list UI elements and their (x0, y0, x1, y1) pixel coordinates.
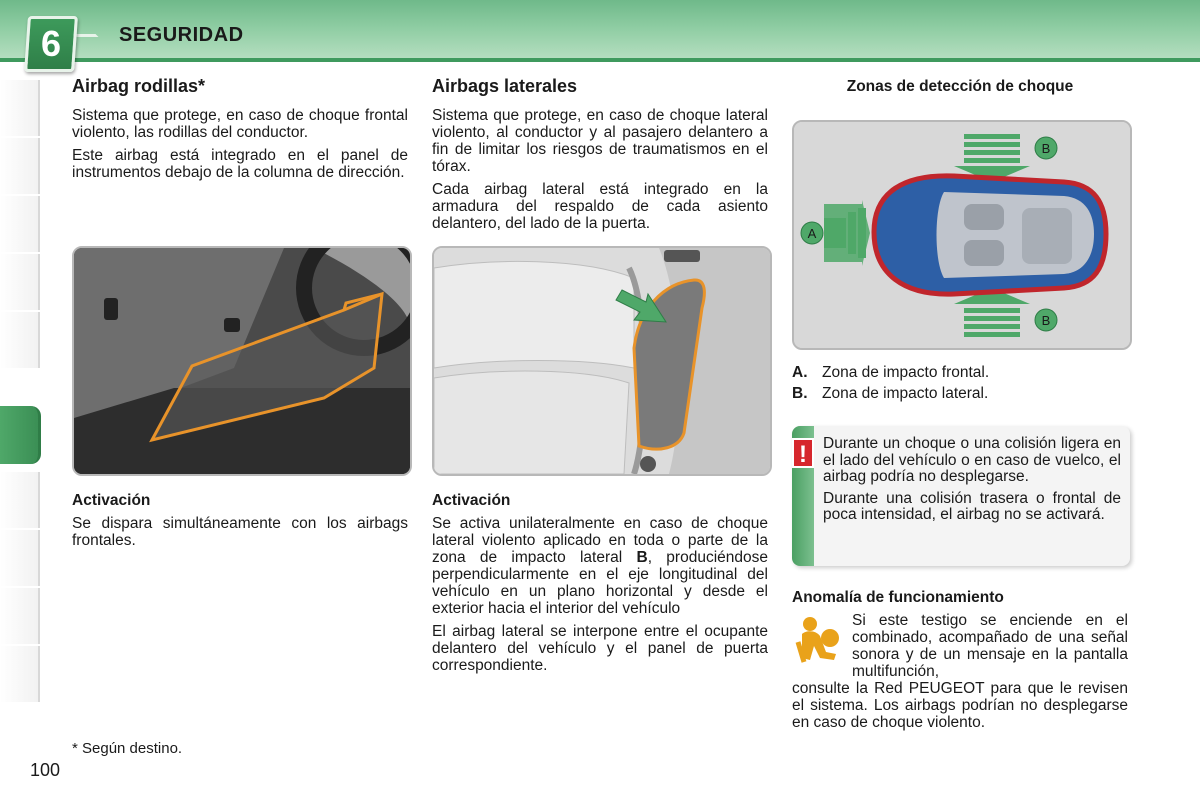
chapter-tab[interactable] (0, 472, 40, 528)
chapter-tab[interactable] (0, 254, 40, 310)
activation-text-part: Se activa unilateralmente en caso de choque lateral violento aplicado en toda o parte de la zona de impacto lateral (432, 515, 768, 566)
anomaly-text-continued: consulte la Red PEUGEOT para que le revisen el sistema. Los airbags podrían no desplegarse en caso de choque violento. (792, 680, 1128, 731)
chapter-tab[interactable] (0, 138, 40, 194)
chapter-tab[interactable] (0, 196, 40, 252)
anomaly-title: Anomalía de funcionamiento (792, 589, 1004, 606)
chapter-tab[interactable] (0, 80, 40, 136)
activation-text-2: El airbag lateral se interpone entre el ocupante delantero del vehículo y el panel de puerta correspondiente. (432, 623, 768, 674)
warning-paragraph: Durante un choque o una colisión ligera en el lado del vehículo o en caso de vuelco, el airbag podría no desplegarse. (823, 435, 1121, 485)
legend-key: A. (792, 364, 808, 381)
activation-text (432, 515, 768, 617)
crash-zones-diagram (792, 120, 1132, 350)
knee-airbag-illustration (72, 246, 412, 476)
zone-b-label-bottom: B (1041, 313, 1051, 328)
detection-zones-header (792, 78, 1128, 101)
activation-heading: Activación (72, 492, 151, 509)
detection-zones-title: Zonas de detección de choque (846, 78, 1074, 95)
knee-airbag-drawing (74, 248, 410, 474)
chapter-tabs (0, 80, 42, 720)
chapter-number: 6 (40, 23, 62, 64)
knee-airbag-paragraph: Este airbag está integrado en el panel de instrumentos debajo de la columna de dirección. (72, 147, 408, 181)
seat-drawing (434, 248, 770, 474)
zone-b-ref: B (636, 549, 648, 566)
side-airbag-paragraph: Sistema que protege, en caso de choque lateral violento, al conductor y al pasajero delantero a fin de limitar los riesgos de traumatismos en el tórax. (432, 107, 768, 175)
chapter-tab[interactable] (0, 530, 40, 586)
warning-box (792, 426, 1130, 566)
knee-airbag-intro (72, 78, 408, 187)
warning-text (823, 436, 1121, 529)
chapter-badge (24, 16, 78, 72)
zone-a-label: A (807, 226, 817, 241)
anomaly-section (792, 589, 1128, 731)
section-title: SEGURIDAD (119, 24, 244, 46)
chapter-tab[interactable] (0, 588, 40, 644)
activation-heading: Activación (432, 492, 511, 509)
anomaly-row (792, 612, 1128, 680)
side-airbag-illustration (432, 246, 772, 476)
side-airbag-intro (432, 78, 768, 238)
warning-paragraph: Durante una colisión trasera o frontal de poca intensidad, el airbag no se activará. (823, 489, 1121, 523)
legend-key: B. (792, 385, 808, 402)
legend-text: Zona de impacto lateral. (822, 385, 989, 402)
side-airbag-paragraph: Cada airbag lateral está integrado en la armadura del respaldo de cada asiento delantero, del lado de la puerta. (432, 181, 768, 232)
exclamation-icon: ! (792, 438, 814, 468)
activation-text: Se dispara simultáneamente con los airbags frontales. (72, 515, 408, 549)
legend-item-a (792, 364, 989, 382)
arrow-zone-a (824, 200, 870, 266)
chapter-tab[interactable] (0, 646, 40, 702)
knee-airbag-title: Airbag rodillas* (72, 76, 206, 96)
activation-text-part: , produciéndose perpendicularmente en el eje longitudinal del vehículo en un plano horizontal y desde el exterior hacia el interior del vehículo (432, 549, 768, 617)
anomaly-text: Si este testigo se enciende en el combinado, acompañado de una señal sonora y de un mensaje en la pantalla multifunción, (852, 612, 1128, 680)
airbag-warning-icon (792, 612, 852, 668)
knee-airbag-activation (72, 492, 408, 555)
footnote: * Según destino. (72, 740, 183, 757)
zone-b-label-top: B (1041, 141, 1051, 156)
legend-text: Zona de impacto frontal. (822, 364, 990, 381)
chapter-tab-active[interactable] (0, 406, 41, 464)
chapter-tab[interactable] (0, 312, 40, 368)
side-airbag-activation (432, 492, 768, 680)
car-top-view (794, 122, 1130, 348)
header-rule (0, 58, 1200, 62)
side-airbag-title: Airbags laterales (432, 76, 578, 96)
knee-airbag-paragraph: Sistema que protege, en caso de choque frontal violento, las rodillas del conductor. (72, 107, 408, 141)
legend-item-b (792, 385, 988, 403)
page-number: 100 (30, 760, 61, 780)
